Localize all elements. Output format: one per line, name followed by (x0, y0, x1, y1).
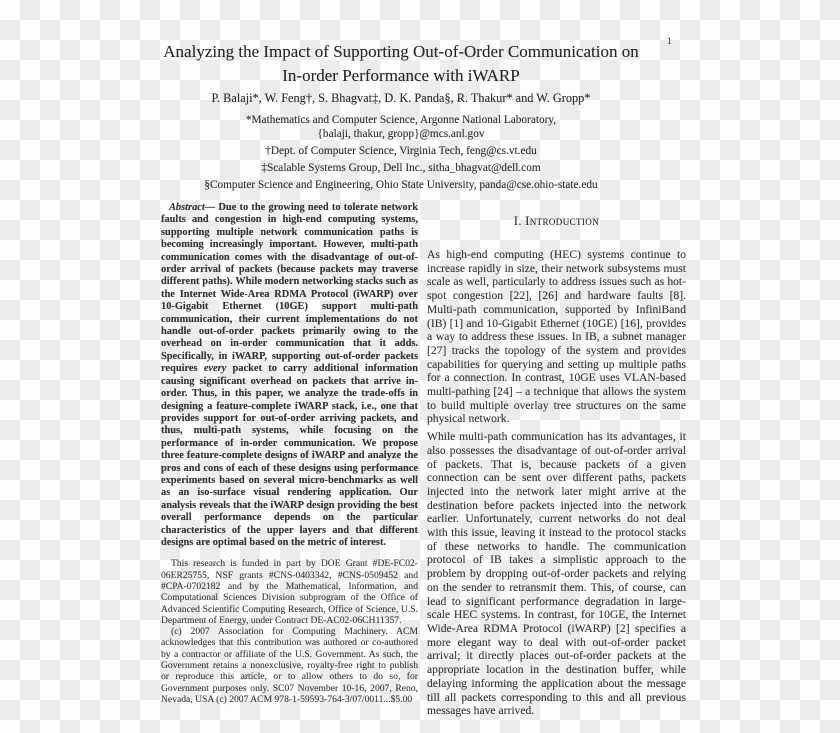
affiliation-ohio-state: §Computer Science and Engineering, Ohio State University, panda@cse.ohio-state.edu (204, 179, 598, 191)
section-heading-introduction: I. Introduction (513, 214, 600, 228)
abstract-paragraph (161, 202, 418, 549)
affiliation-virginia-tech: †Dept. of Computer Science, Virginia Tech, feng@cs.vt.edu (265, 145, 537, 157)
left-column (161, 202, 418, 705)
page-number: 1 (667, 36, 672, 46)
paper-header (115, 40, 687, 192)
introduction-paragraph-2: While multi-path communication has its advantages, it also possesses the disadvantage of out-of-order arrival of packets. That is, because packets of a given connection can be sent over different paths, packets injected into the network later might arrive at the destination before packets injected into the network earlier. Unfortunately, current networks do not deal with this issue, leaving it instead to the protocol stacks of these networks to handle. The communication protocol of IB takes a simplistic approach to the problem by dropping out-of-order packets and relying on the sender to retransmit them. This, of course, can lead to significant performance degradation in large-scale HEC systems. In contrast, for 10GE, the Internet Wide-Area RDMA Protocol (iWARP) [2] specifies a more elegant way to deal with out-of-order packet arrival; it directly places out-of-order packets at the appropriate location in the destination buffer, while delaying informing the application about the message till all packets corresponding to this and all previous messages have arrived. (427, 430, 686, 718)
introduction-paragraph-1: As high-end computing (HEC) systems continue to increase rapidly in size, their network subsystems must scale as well, particularly to address issues such as hot-spot congestion [22], [26] and hardware faults [8]. Multi-path communication, supported by InfiniBand (IB) [1] and 10-Gigabit Ethernet (10GE) [16], provides a way to address these issues. In IB, a subnet manager [27] tracks the topology of the system and provides capabilities for querying and setting up multiple paths for a connection. In contrast, 10GE uses VLAN-based multi-pathing [24] – a technique that allows the system to build multiple overlay tree structures on the same physical network. (427, 248, 686, 426)
paper-title-line-1: Analyzing the Impact of Supporting Out-of-Order Communication on (163, 42, 639, 61)
footnote-funding: This research is funded in part by DOE Grant #DE-FC02-06ER25755, NSF grants #CNS-0403342, #CNS-0509452 and #CPA-0702182 and by the Mathematical, Information, and Computational Sciences Division subprogram of the Office of Advanced Scientific Computing Research, Office of Science, U.S. Department of Energy, under Contract DE-AC02-06CH11357. (161, 558, 418, 626)
authors-line: P. Balaji*, W. Feng†, S. Bhagvat‡, D. K. Panda§, R. Thakur* and W. Gropp* (211, 91, 591, 105)
paper-title (115, 40, 687, 88)
abstract-text-emphasis: every (203, 363, 227, 375)
abstract-text-post: packet to carry additional information causing significant overhead on packets that arrive in-order. Thus, in this paper, we analyze the trade-offs in designing a feature-complete iWARP stack, i.e., one that provides support for out-of-order arriving packets, and thus, multi-path systems, while focusing on the performance of in-order communication. We propose three feature-complete designs of iWARP and analyze the pros and cons of each of these designs using performance experiments based on several micro-benchmarks as well as an iso-surface visual rendering application. Our analysis reveals that the iWARP design providing the best overall performance depends on the particular characteristics of the upper layers and that different designs are optimal based on the metric of interest. (161, 363, 418, 548)
footnote-copyright: (c) 2007 Association for Computing Machinery. ACM acknowledges that this contribution was authored or co-authored by a contractor or affiliate of the U.S. Government. As such, the Government retains a nonexclusive, royalty-free right to publish or reproduce this article, or to allow others to do so, for Government purposes only. SC07 November 10-16, 2007, Reno, Nevada, USA (c) 2007 ACM 978-1-59593-764-3/07/0011...$5.00 (161, 626, 418, 705)
affiliation-argonne: *Mathematics and Computer Science, Argonne National Laboratory, (245, 114, 557, 126)
abstract-text-pre: Due to the growing need to tolerate network faults and congestion in high-end computing systems, supporting multiple network communication paths is becoming increasingly important. However, multi-path communication comes with the disadvantage of out-of-order arrival of packets (because packets may traverse different paths). While modern networking stacks such as the Internet Wide-Area RDMA Protocol (iWARP) over 10-Gigabit Ethernet (10GE) support multi-path communication, their current implementations do not handle out-of-order packets primarily owing to the overhead on in-order communication that it adds. Specifically, in iWARP, supporting out-of-order packets requires (161, 202, 418, 375)
footnote-block (161, 558, 418, 705)
affiliation-dell: ‡Scalable Systems Group, Dell Inc., sitha_bhagvat@dell.com (261, 162, 541, 174)
affiliation-argonne-email: {balaji, thakur, gropp}@mcs.anl.gov (317, 128, 485, 140)
abstract-label: Abstract— (169, 202, 216, 213)
paper-title-line-2: In-order Performance with iWARP (282, 66, 520, 85)
right-column (427, 214, 686, 718)
affiliations-block (115, 113, 687, 192)
